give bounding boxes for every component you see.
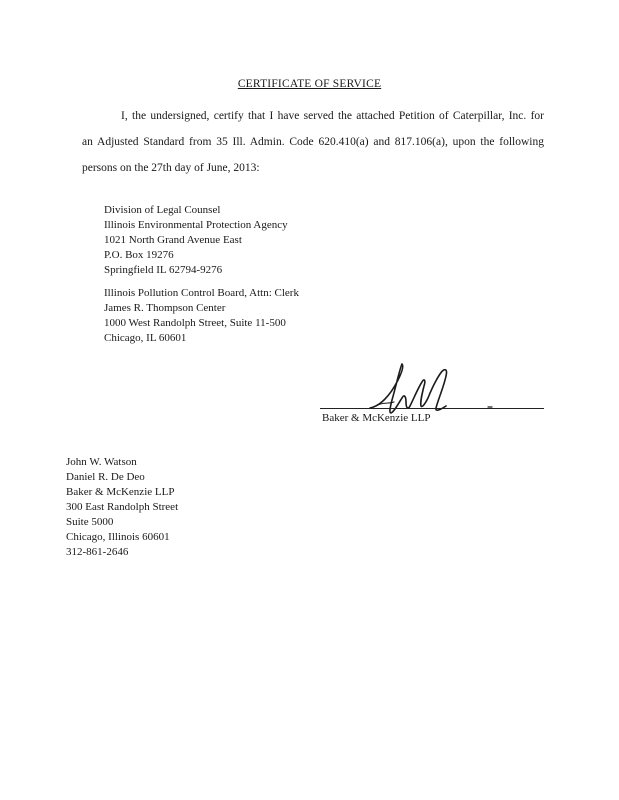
recipient-address-1 xyxy=(104,203,288,278)
contact-line: 312-861-2646 xyxy=(66,546,129,558)
address-line: P.O. Box 19276 xyxy=(104,249,174,261)
address-line: James R. Thompson Center xyxy=(104,302,226,314)
address-line: Division of Legal Counsel xyxy=(104,204,221,216)
contact-line: Suite 5000 xyxy=(66,516,114,528)
address-line: Illinois Environmental Protection Agency xyxy=(104,219,288,231)
signature-line xyxy=(320,408,544,409)
attorney-contact-block xyxy=(66,455,178,560)
address-line: 1021 North Grand Avenue East xyxy=(104,234,242,246)
contact-line: Chicago, Illinois 60601 xyxy=(66,531,170,543)
intro-line-3: persons on the 27th day of June, 2013: xyxy=(82,162,260,174)
contact-line: 300 East Randolph Street xyxy=(66,501,179,513)
recipient-address-2 xyxy=(104,286,299,346)
address-line: Springfield IL 62794-9276 xyxy=(104,264,223,276)
document-title: CERTIFICATE OF SERVICE xyxy=(237,78,382,90)
contact-line: Baker & McKenzie LLP xyxy=(66,486,175,498)
contact-line: Daniel R. De Deo xyxy=(66,471,145,483)
signature-firm-name: Baker & McKenzie LLP xyxy=(322,412,431,424)
address-line: Illinois Pollution Control Board, Attn: Clerk xyxy=(104,287,299,299)
intro-line-1: I, the undersigned, certify that I have served the attached Petition of Caterpillar, Inc. for xyxy=(121,110,544,122)
intro-line-2: an Adjusted Standard from 35 Ill. Admin. Code 620.410(a) and 817.106(a), upon the following xyxy=(82,136,544,148)
contact-line: John W. Watson xyxy=(66,456,137,468)
address-line: Chicago, IL 60601 xyxy=(104,332,187,344)
address-line: 1000 West Randolph Street, Suite 11-500 xyxy=(104,317,286,329)
